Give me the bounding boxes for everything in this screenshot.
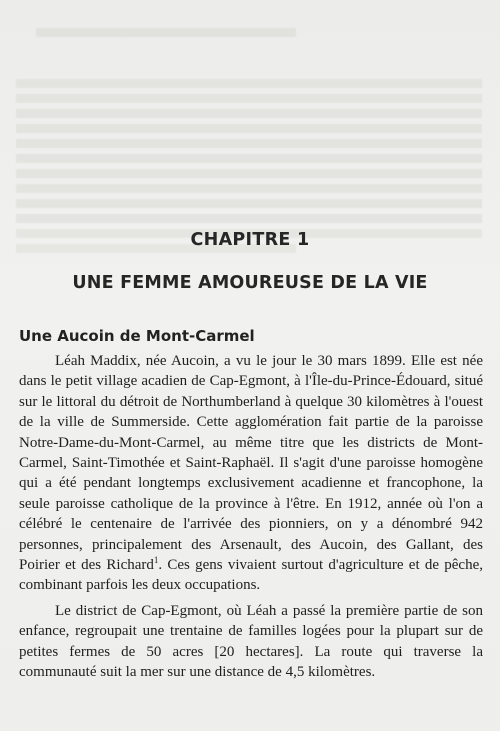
chapter-label: CHAPITRE 1 (190, 230, 310, 250)
bleed-through-text (16, 24, 482, 259)
paragraph (19, 351, 483, 596)
chapter-title: UNE FEMME AMOUREUSE DE LA VIE (72, 273, 428, 293)
footnote-marker[interactable]: 1 (153, 555, 159, 566)
paragraph (19, 601, 483, 683)
paragraph-text: Léah Maddix, née Aucoin, a vu le jour le 30 mars 1899. Elle est née dans le petit village acadien de Cap-Egmont, à l'Île-du-Prince-Édouard, situé sur le littoral du détroit de Northumberland à quelque 30 kilomètres à l'ouest de la ville de Summerside. Cette agglomération fait partie de la paroisse Notre-Dame-du-Mont-Carmel, au même titre que les districts de Mont-Carmel, Saint-Timothée et Saint-Raphaël. Il s'agit d'une paroisse homogène qui a été pendant longtemps exclusivement acadienne et francophone, la seule paroisse catholique de la province à l'être. En 1912, année où l'on a célébré le centenaire de l'arrivée des pionniers, on y a dénombré 942 personnes, principalement des Arsenault, des Aucoin, des Gallant, des Poirier et des Richard (19, 353, 483, 574)
paragraph-text: Le district de Cap-Egmont, où Léah a passé la première partie de son enfance, regroupait une trentaine de familles logées pour la plupart sur de petites fermes de 50 acres [20 hectares]. La route qui traverse la communauté suit la mer sur une distance de 4,5 kilomètres. (19, 602, 483, 681)
paragraph-text-continued: . Ces gens vivaient surtout d'agriculture et de pêche, combinant parfois les deux occupations. (19, 557, 483, 594)
body-text (19, 351, 483, 683)
section-heading: Une Aucoin de Mont-Carmel (19, 327, 255, 345)
